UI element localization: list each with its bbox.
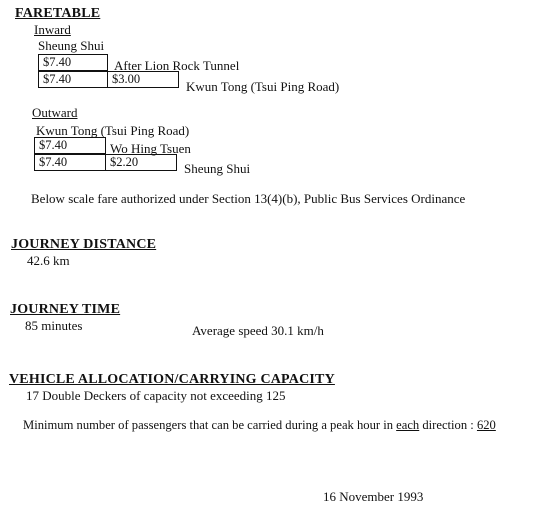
outward-row2-stop: Sheung Shui [184, 161, 251, 176]
outward-row2-fare2: $2.20 [105, 154, 177, 171]
inward-label: Inward [34, 22, 71, 37]
outward-row1-stop: Wo Hing Tsuen [110, 141, 191, 156]
minimum-text-each: each [396, 418, 420, 432]
document-date: 16 November 1993 [323, 489, 424, 504]
inward-origin: Sheung Shui [38, 38, 105, 53]
inward-row2-stop: Kwun Tong (Tsui Ping Road) [186, 79, 340, 94]
minimum-text-post: direction : [419, 418, 477, 432]
journey-distance-heading: JOURNEY DISTANCE [11, 237, 157, 252]
outward-label: Outward [32, 105, 78, 120]
outward-row2-fare1: $7.40 [34, 154, 106, 171]
inward-row2-fare1: $7.40 [38, 71, 108, 88]
minimum-value: 620 [476, 418, 496, 432]
outward-origin: Kwun Tong (Tsui Ping Road) [36, 123, 190, 138]
outward-row1-fare1: $7.40 [34, 137, 106, 154]
minimum-text-pre: Minimum number of passengers that can be carried during a peak hour in [23, 418, 397, 432]
minimum-passengers-line [23, 418, 496, 433]
inward-row1-fare1: $7.40 [38, 54, 108, 71]
faretable-heading: FARETABLE [15, 6, 101, 21]
inward-row1-stop: After Lion Rock Tunnel [114, 58, 240, 73]
average-speed: Average speed 30.1 km/h [192, 323, 324, 338]
inward-row2-fare2: $3.00 [107, 71, 179, 88]
journey-time-heading: JOURNEY TIME [10, 302, 121, 317]
fare-note: Below scale fare authorized under Section 13(4)(b), Public Bus Services Ordinance [31, 191, 466, 206]
journey-time-value: 85 minutes [25, 318, 83, 333]
journey-distance-value: 42.6 km [27, 253, 70, 268]
vehicle-allocation-heading: VEHICLE ALLOCATION/CARRYING CAPACITY [9, 372, 335, 387]
vehicle-allocation-text: 17 Double Deckers of capacity not exceeding 125 [26, 388, 286, 403]
